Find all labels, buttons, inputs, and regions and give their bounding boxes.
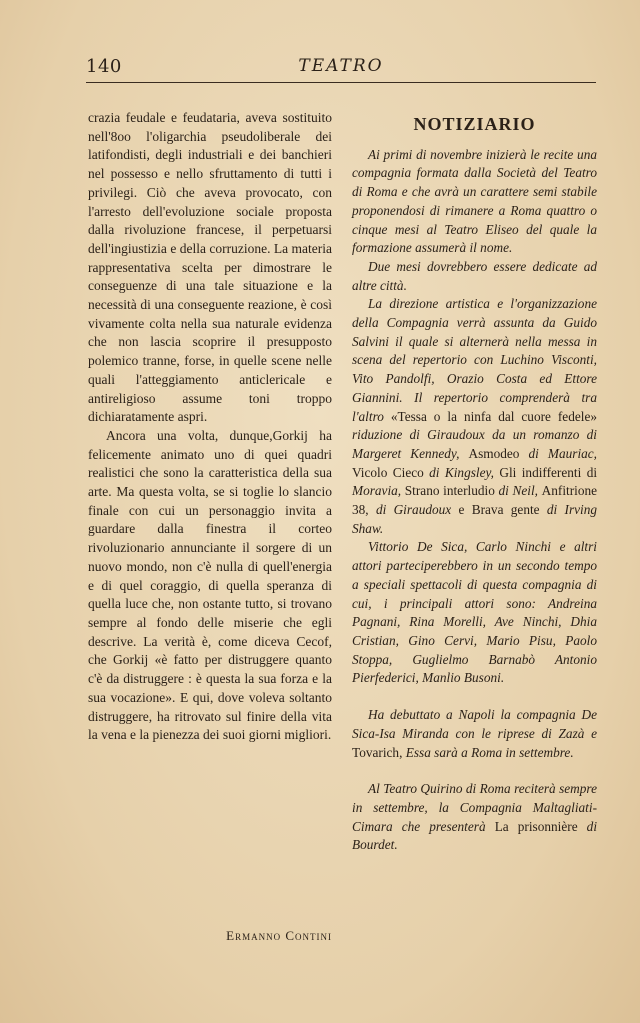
p6-text-a: Al Teatro Quirino di Roma reciterà sempre in settembre, la Compagnia Maltagliati-Cimara che presenterà <box>352 781 597 834</box>
left-paragraph-2: Ancora una volta, dunque,Gorkij ha felicemente animato uno di quei quadri realistici che sono la caratteristica della sua arte. Ma questa volta, se si toglie lo slancio finale con cui un personaggio invita a guardare dalla finestra il corteo rivoluzionario annunciante il sorgere di un nuovo mondo, non c'è nulla di quell'energia e di quel coraggio, di quella speranza di quella luce che, non ostante tutto, si trovano sempre al fondo delle miserie che egli descrive. La verità è, come diceva Cecof, che Gorkij «è fatto per distruggere quanto c'è da distruggere : è questa la sua forza e la sua vocazione». E qui, dove voleva soltanto distruggere, ha ritrovato sul finire della vita la vena e la pienezza dei suoi giorni migliori. <box>88 427 332 743</box>
p6-title-prisonniere: La prisonnière <box>494 818 578 834</box>
p5-text-a: Ha debuttato a Napoli la compagnia De Sica-Isa Miranda con le riprese di Zazà e <box>352 707 597 741</box>
p5-text-c: Essa sarà a Roma in settembre. <box>405 744 574 760</box>
right-column <box>352 115 597 855</box>
left-column <box>88 109 332 745</box>
p3-text-q: di Irving Shaw. <box>352 502 598 536</box>
p3-title-strano: Strano interludio <box>404 483 495 499</box>
p3-text-g: di Kingsley, <box>429 464 494 480</box>
article-author: Ermanno Contini <box>226 928 332 943</box>
header-rule <box>86 82 596 83</box>
p3-title-indifferenti: Gli indifferenti <box>499 464 582 480</box>
news-paragraph-4: Vittorio De Sica, Carlo Ninchi e altri attori parteciperebbero in un secondo tempo a speciali spettacoli di questa compagnia di cui, i principali attori sono: Andreina Pagnani, Rina Morelli, Ave Ninchi, Dhia Cristian, Gino Cervi, Mario Pisu, Paolo Stoppa, Guglielmo Barnabò Antonio Pierfederici, Manlio Busoni. <box>352 539 597 686</box>
news-paragraph-1: Ai primi di novembre inizierà le recite una compagnia formata dalla Società del Teatro di Roma e che avrà un carattere semi stabile proponendosi di rimanere a Roma quattro o cinque mesi al Teatro Eliseo del quale la formazione assumerà il nome. <box>352 146 597 256</box>
p3-title-asmodeo: Asmodeo <box>468 445 520 461</box>
news-paragraph-3 <box>352 295 597 538</box>
news-paragraph-6 <box>352 780 597 855</box>
news-paragraph-5 <box>352 706 597 762</box>
news-paragraph-2: Due mesi dovrebbero essere dedicate ad altre città. <box>352 258 597 293</box>
p3-title-anfitrione: Anfitrione 38, <box>352 483 598 518</box>
running-title: TEATRO <box>298 56 384 76</box>
p3-title-tessa: «Tessa o la ninfa dal cuore fedele» <box>390 408 597 424</box>
page-header <box>86 56 596 82</box>
p3-text-c: riduzione di Giraudoux da un romanzo di Margeret Kennedy, <box>352 427 597 461</box>
p3-text-a: La direzione artistica e l'organizzazione della Compagnia verrà assunta da Guido Salvini il quale si alternerà nella messa in scena del repertorio con Luchino Visconti, Vito Pandolfi, Orazio Costa ed Ettore Giannini. Il repertorio comprenderà tra l'altro <box>352 296 597 424</box>
section-heading: NOTIZIARIO <box>413 114 536 134</box>
p5-title-tovarich: Tovarich, <box>352 744 403 760</box>
p3-text-n: di Giraudoux <box>375 502 452 518</box>
p6-text-c: di Bourdet. <box>352 818 598 853</box>
page-number: 140 <box>86 56 122 77</box>
p3-text-l: di Neil, <box>498 483 538 499</box>
left-paragraph-1: crazia feudale e feudataria, aveva sostituito nell'8oo l'oligarchia pseudoliberale dei latifondisti, degli industriali e dei banchieri nel possesso e nello sfruttamento di tutti i privilegi. Ciò che aveva provocato, con l'arresto dell'evoluzione sociale proposta dalla rivoluzione francese, il perpetuarsi dell'ingiustizia e della corruzione. La materia rappresentativa scelta per dimostrare le conseguenze di una tale situazione e la necessità di una conseguente reazione, è così vivamente colta nella sua naturale evidenza che non lascia scoprire il presupposto polemico tranne, forse, in quelle scene nelle quali l'atteggiamento anticlericale e antireligioso assume toni troppo dichiaratamente aspri. <box>88 110 332 425</box>
p3-title-brava: Brava gente <box>471 502 540 518</box>
p3-text-e: di Mauriac, <box>528 445 598 461</box>
p3-text-o: e <box>458 502 465 518</box>
p3-title-vicolo: Vicolo Cieco <box>352 464 424 480</box>
p3-text-j: Moravia, <box>352 483 402 499</box>
p3-text-i: di <box>586 464 598 480</box>
